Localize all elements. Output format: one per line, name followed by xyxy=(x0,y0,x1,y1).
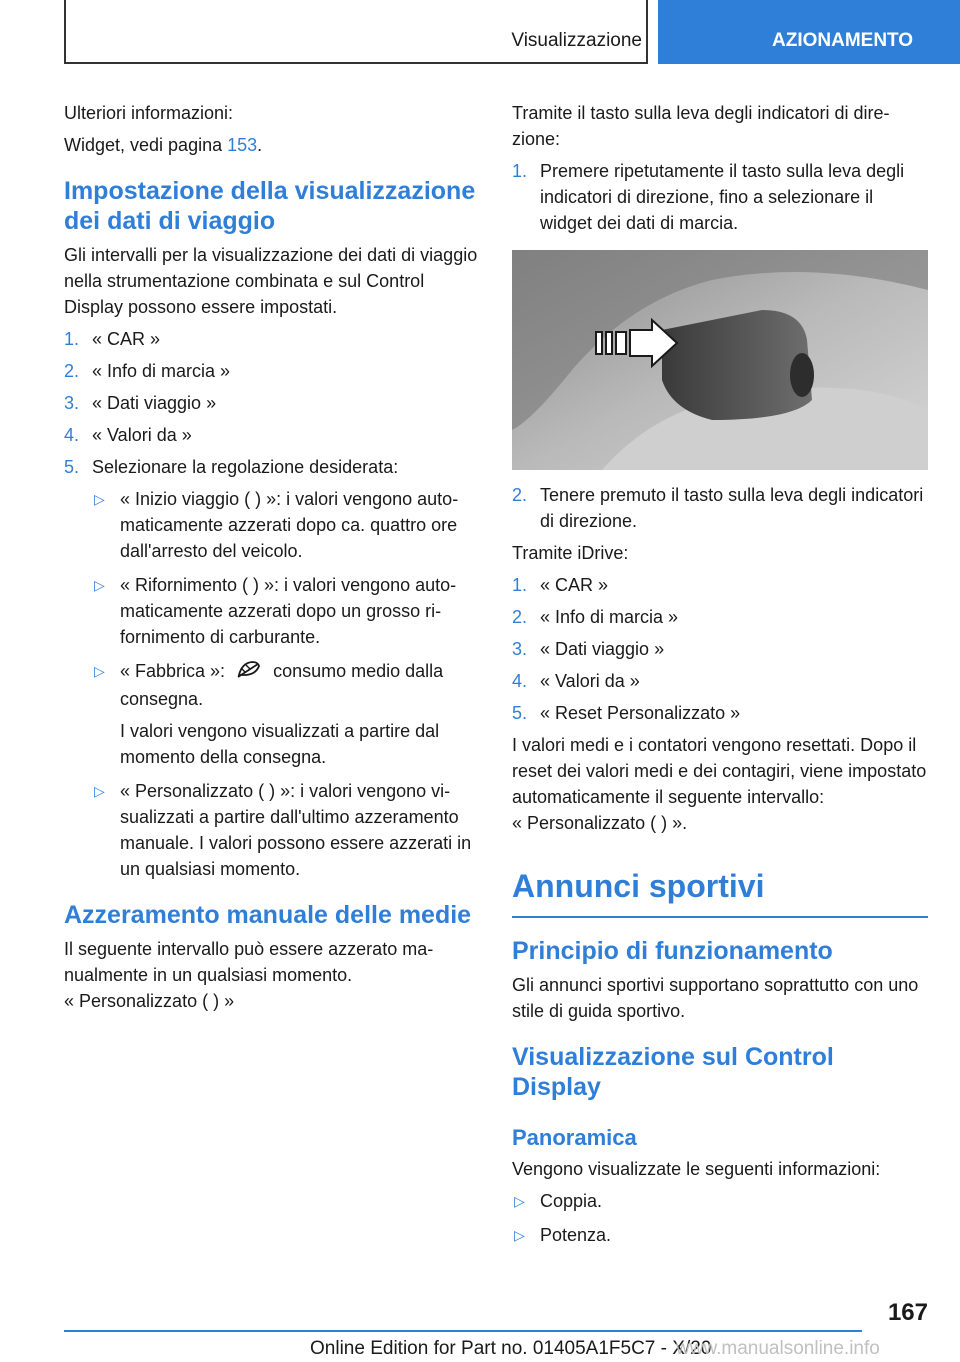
list-item xyxy=(64,390,480,416)
list-item xyxy=(512,636,928,662)
triangle-bullet-icon: ▷ xyxy=(94,663,105,679)
triangle-bullet-icon: ▷ xyxy=(94,491,105,507)
step-text: « Dati viaggio » xyxy=(540,639,665,659)
turn-signal-lever-photo xyxy=(512,250,928,470)
edition-text: Online Edition for Part no. 01405A1F5C7 - X/20 xyxy=(310,1338,712,1359)
bullet-text: Coppia. xyxy=(540,1191,603,1211)
list-item xyxy=(512,668,928,694)
step-text: « Info di marcia » xyxy=(540,607,679,627)
step-number: 1. xyxy=(512,575,528,595)
info-label: Ulteriori informazioni: xyxy=(64,103,234,123)
step-number: 4. xyxy=(64,425,80,445)
widget-reference: Widget, vedi pagina 153. xyxy=(64,135,263,155)
idrive-steps xyxy=(512,572,928,726)
step-text: « Valori da » xyxy=(540,671,640,691)
eco-consumption-icon xyxy=(236,659,262,686)
header-section-title: Visualizzazione xyxy=(511,30,642,51)
panoramica-bullets xyxy=(512,1188,928,1248)
tasto-steps-continued xyxy=(512,482,928,534)
step-text: Tenere premuto il tasto sulla leva degli indicatori di direzione. xyxy=(540,485,924,531)
option-fabbrica-label: « Fabbrica »: xyxy=(120,661,226,681)
option-fabbrica xyxy=(64,658,480,770)
list-item xyxy=(64,358,480,384)
azzeramento-value: « Personalizzato ( ) » xyxy=(64,990,235,1011)
list-item xyxy=(512,482,928,534)
step-number: 5. xyxy=(512,703,528,723)
option-inizio-text: « Inizio viaggio ( ) »: i valori vengono automaticamente azzerati dopo ca. quattro ore dall'arresto del veicolo. xyxy=(120,489,459,561)
widget-page-link[interactable]: 153 xyxy=(227,135,258,155)
step-number: 1. xyxy=(512,161,528,181)
widget-text: Widget, vedi pagina xyxy=(64,135,223,155)
step-number: 3. xyxy=(64,393,80,413)
option-inizio xyxy=(64,486,480,564)
footer-rule xyxy=(64,1330,862,1332)
left-column xyxy=(64,100,480,1020)
option-personalizzato xyxy=(64,778,480,882)
step-number: 2. xyxy=(512,607,528,627)
triangle-bullet-icon: ▷ xyxy=(94,577,105,593)
step-number: 1. xyxy=(64,329,80,349)
list-item xyxy=(512,158,928,236)
azzeramento-text: Il seguente intervallo può essere azzerato manualmente in un qualsiasi momento. xyxy=(64,938,434,985)
reset-value: « Personalizzato ( ) ». xyxy=(512,813,688,833)
bullet-text: Potenza. xyxy=(540,1225,612,1245)
option-fabbrica-text: consumo medio dalla consegna. xyxy=(120,661,444,709)
heading-azzeramento: Azzeramento manuale delle medie xyxy=(64,900,472,929)
list-item xyxy=(64,326,480,352)
option-fabbrica-note: I valori vengono visualizzati a partire dal momento della consegna. xyxy=(120,720,440,767)
step-text: Selezionare la regolazione desiderata: xyxy=(92,457,399,477)
panoramica-text: Vengono visualizzate le seguenti informazioni: xyxy=(512,1159,881,1179)
page-number: 167 xyxy=(887,1299,928,1326)
triangle-bullet-icon: ▷ xyxy=(514,1227,525,1243)
list-item xyxy=(512,1188,928,1214)
principio-text: Gli annunci sportivi supportano soprattutto con uno stile di guida sportivo. xyxy=(512,975,919,1021)
option-personalizzato-text: « Personalizzato ( ) »: i valori vengono visualizzati a partire dall'ultimo azzeramento manuale. I valori possono essere azzerati in un qualsiasi momento. xyxy=(120,780,472,879)
heading-panoramica: Panoramica xyxy=(512,1125,637,1150)
step-text: « Info di marcia » xyxy=(92,361,231,381)
step-text: « CAR » xyxy=(92,329,161,349)
step-number: 5. xyxy=(64,457,80,477)
step-text: « Valori da » xyxy=(92,425,192,445)
impostazione-steps xyxy=(64,326,480,480)
triangle-bullet-icon: ▷ xyxy=(514,1193,525,1209)
step-number: 3. xyxy=(512,639,528,659)
list-item xyxy=(512,572,928,598)
step-number: 2. xyxy=(512,485,528,505)
heading-impostazione: Impostazione della visualizzazione dei dati di viaggio xyxy=(64,177,476,235)
option-rifornimento xyxy=(64,572,480,650)
header-chapter-tab: AZIONAMENTO xyxy=(658,0,960,64)
step-number: 2. xyxy=(64,361,80,381)
heading-annunci-sportivi: Annunci sportivi xyxy=(512,866,928,918)
tramite-idrive: Tramite iDrive: xyxy=(512,543,629,563)
step-text: « CAR » xyxy=(540,575,609,595)
list-item xyxy=(64,422,480,448)
step-number: 4. xyxy=(512,671,528,691)
heading-visualizzazione: Visualizzazione sul Control Display xyxy=(512,1043,834,1101)
tramite-tasto: Tramite il tasto sulla leva degli indicatori di direzione: xyxy=(512,103,890,149)
right-column xyxy=(512,100,928,1256)
triangle-bullet-icon: ▷ xyxy=(94,782,105,799)
tasto-steps xyxy=(512,158,928,236)
step-text: « Reset Personalizzato » xyxy=(540,703,741,723)
reset-text: I valori medi e i contatori vengono resettati. Dopo il reset dei valori medi e dei contagiri, viene impostato automaticamente il seguente intervallo: xyxy=(512,735,927,807)
list-item xyxy=(512,1222,928,1248)
step-text: Premere ripetutamente il tasto sulla leva degli indicatori di direzione, fino a selezionare il widget dei dati di marcia. xyxy=(540,161,905,233)
list-item xyxy=(64,454,480,480)
impostazione-intro: Gli intervalli per la visualizzazione dei dati di viaggio nella strumentazione combinata e sul Control Display possono essere impostati. xyxy=(64,245,478,317)
step-text: « Dati viaggio » xyxy=(92,393,217,413)
watermark-text: www.manualsonline.info xyxy=(676,1338,880,1359)
list-item xyxy=(512,604,928,630)
heading-principio: Principio di funzionamento xyxy=(512,937,833,965)
options-list xyxy=(64,486,480,882)
option-rifornimento-text: « Rifornimento ( ) »: i valori vengono automaticamente azzerati dopo un grosso rifornimento di carburante. xyxy=(120,575,457,647)
list-item xyxy=(512,700,928,726)
